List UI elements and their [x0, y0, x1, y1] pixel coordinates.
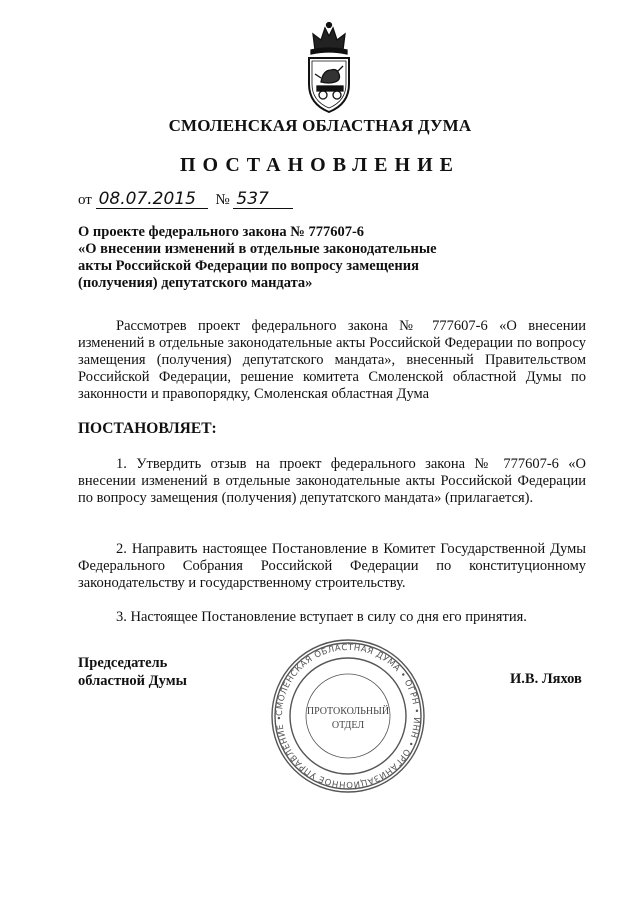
preamble-paragraph: Рассмотрев проект федерального закона № 777607-6 «О внесении изменений в отдельные законодательные акты Российской Федерации по вопросу замещения (получения) депутатского мандата», внесенный Правительством Российской Федерации, решение комитета Смоленской областной Думы по законности и правопорядку, Смоленская областная Дума	[78, 318, 586, 402]
date-label: от	[78, 192, 92, 208]
subject-line: О проекте федерального закона № 777607-6	[78, 224, 365, 240]
stamp-center-line: ОТДЕЛ	[331, 720, 365, 731]
resolves-heading: ПОСТАНОВЛЯЕТ:	[78, 420, 217, 437]
subject-line: акты Российской Федерации по вопросу замещения	[78, 258, 419, 274]
signer-title-line: Председатель	[78, 655, 168, 671]
resolution-item-1: 1. Утвердить отзыв на проект федерального закона № 777607-6 «О внесении изменений в отдельные законодательные акты Российской Федерации по вопросу замещения (получения) депутатского мандата» (прилагается).	[78, 456, 586, 506]
resolution-item-2: 2. Направить настоящее Постановление в Комитет Государственной Думы Федерального Собрания Российской Федерации по конституционному законодательству и государственному строительству.	[78, 541, 586, 591]
signer-title	[78, 654, 187, 690]
date-number-line	[78, 190, 293, 209]
stamp-ring-text: СМОЛЕНСКАЯ ОБЛАСТНАЯ ДУМА • ОГРН • ИНН • ОРГАНИЗАЦИОННОЕ УПРАВЛЕНИЕ •	[274, 642, 422, 790]
subject-line: «О внесении изменений в отдельные законодательные	[78, 241, 437, 257]
number-label: №	[215, 192, 230, 208]
document-subject	[78, 224, 498, 292]
handwritten-number: 537	[233, 190, 293, 209]
signer-name: И.В. Ляхов	[510, 671, 582, 687]
coat-of-arms-emblem	[297, 20, 361, 116]
stamp-center-line: ПРОТОКОЛЬНЫЙ	[306, 706, 390, 717]
signer-title-line: областной Думы	[78, 673, 187, 689]
official-stamp	[268, 636, 428, 796]
resolution-item-3: 3. Настоящее Постановление вступает в силу со дня его принятия.	[116, 609, 527, 625]
document-type: ПОСТАНОВЛЕНИЕ	[180, 154, 460, 176]
organization-title: СМОЛЕНСКАЯ ОБЛАСТНАЯ ДУМА	[168, 116, 472, 135]
handwritten-date: 08.07.2015	[96, 190, 208, 209]
subject-line: (получения) депутатского мандата»	[78, 275, 313, 291]
